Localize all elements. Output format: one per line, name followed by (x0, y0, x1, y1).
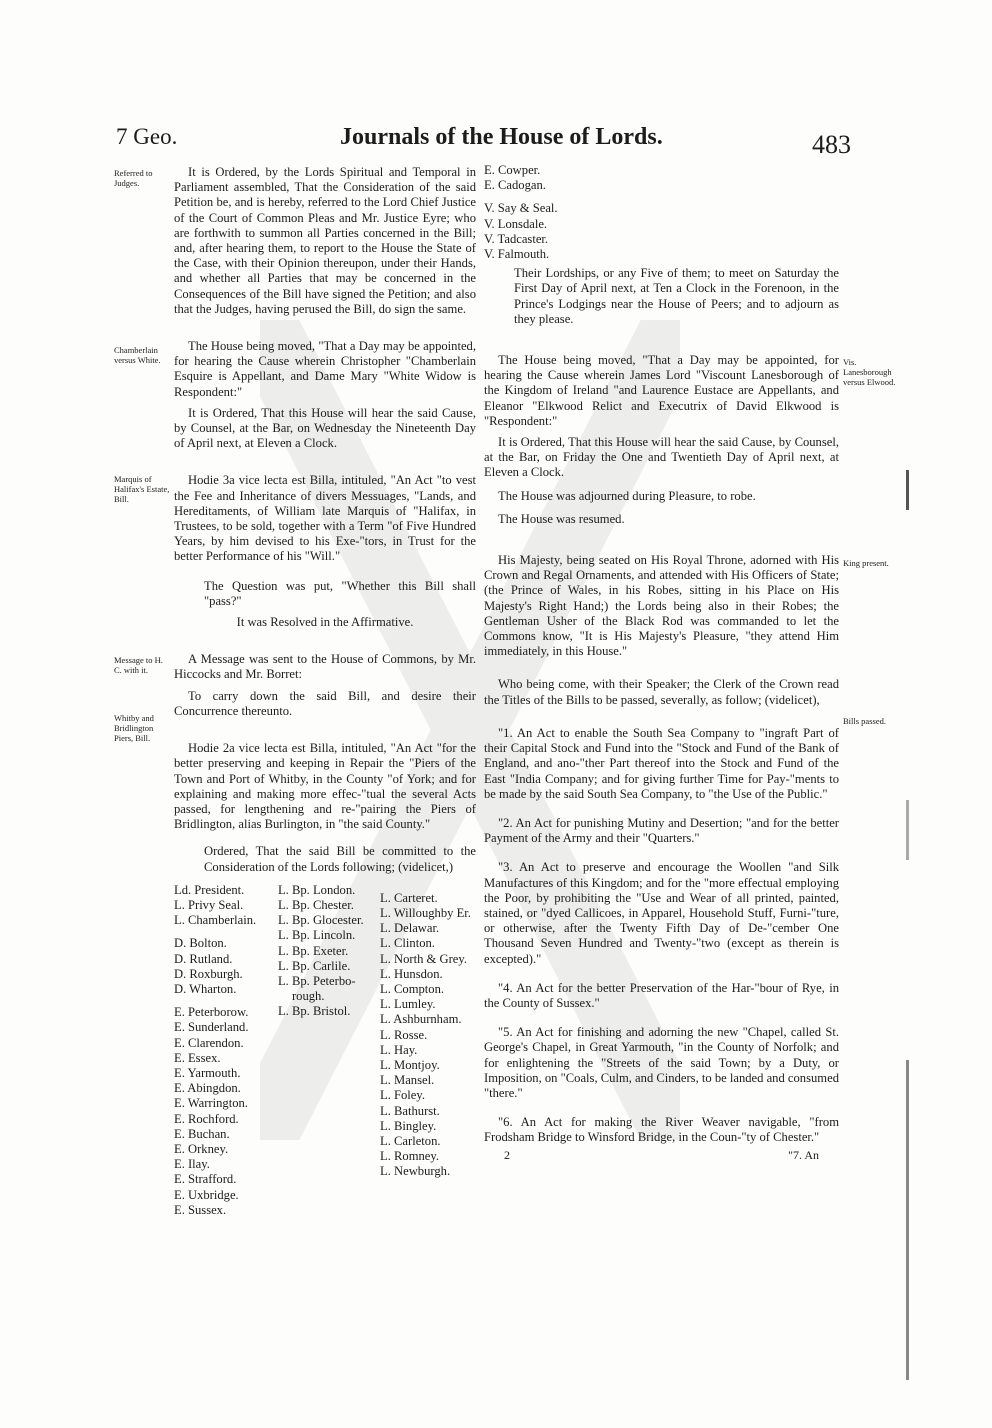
lord-entry: L. Willoughby Er. (380, 905, 471, 920)
lord-entry: V. Lonsdale. (484, 216, 548, 231)
lord-entry: L. Clinton. (380, 936, 435, 951)
bill-1: "1. An Act to enable the South Sea Company to "ingraft Part of their Capital Stock and Fund into the "Stock and Fund of the Bank of England, and ano-"ther Part thereof into the Stock and Fund of the East "India Company; and for giving further Time for Pay-"ments to be made by the said South Sea Company, to "the Use of the Public." (484, 725, 839, 801)
lord-entry: E. Ilay. (174, 1157, 210, 1172)
bill-3: "3. An Act to preserve and encourage the Woollen "and Silk Manufactures of this Kingdom; and for the "more effectual employing the Poor, by prohibiting the "Use and Wear of all printed, painted, stained, or "dyed Callicoes, in Apparel, Household Stuff, Furni-"ture, or otherwise, after the Twenty Fifth Day of De-"cember One Thousand Seven Hundred and Twenty-"two (except as therein is excepted)." (484, 860, 839, 966)
lord-entry: L. Bingley. (380, 1118, 437, 1133)
catchword: "7. An (788, 1147, 819, 1162)
bill-6: "6. An Act for making the River Weaver navigable, "from Frodsham Bridge to Winsford Bridge, in the Coun-"ty of Chester." (484, 1115, 839, 1145)
scan-edge-mark (906, 800, 909, 860)
lord-entry: L. Bp. Chester. (277, 897, 354, 912)
paragraph-royal-throne: His Majesty, being seated on His Royal Throne, adorned with His Crown and Regal Ornaments, and attended with His Officers of State; (the Prince of Wales, in his Robes, sitting in his Place on His Majesty's Right Hand;) the Lords being also in their Robes; the Gentleman Usher of the Black Rod was commanded to let the Commons know, "It is His Majesty's Pleasure, "they attend Him immediately, in this House." (484, 553, 839, 659)
lord-entry: D. Roxburgh. (174, 966, 243, 981)
running-head-title: Journals of the House of Lords. (340, 124, 663, 150)
lord-entry: E. Cadogan. (484, 178, 546, 193)
lord-entry: L. Bp. Exeter. (277, 943, 349, 958)
lord-entry: E. Buchan. (174, 1126, 230, 1141)
lord-entry: L. North & Grey. (380, 951, 467, 966)
paragraph-lanesborough-order: It is Ordered, That this House will hear the said Cause, by Counsel, at the Bar, on Friday the One and Twentieth Day of April next, at Eleven a Clock. (484, 435, 839, 480)
lord-entry: D. Bolton. (174, 936, 227, 951)
lord-entry: L. Bp. Peterbo- (277, 973, 356, 988)
paragraph-question: The Question was put, "Whether this Bill shall "pass?" (204, 578, 476, 608)
paragraph-lanesborough-motion: The House being moved, "That a Day may be appointed, for hearing the Cause wherein James Lord "Viscount Lanesborough of the Kingdom of Ireland "and Laurence Eustace are Appellants, and Eleanor "Elkwood Relict and Executrix of David Elkwood is "Respondent:" (484, 353, 839, 428)
lord-entry: E. Warrington. (174, 1096, 248, 1111)
margin-note-referred: Referred to Judges. (114, 168, 153, 188)
lord-entry: L. Hunsdon. (380, 966, 443, 981)
bill-2: "2. An Act for punishing Mutiny and Desertion; "and for the better Payment of the Army and their "Quarters." (484, 815, 839, 846)
lord-entry: E. Orkney. (174, 1141, 229, 1156)
lord-entry: L. Bp. Lincoln. (277, 928, 356, 943)
lord-entry: D. Wharton. (174, 981, 237, 996)
lord-entry: E. Uxbridge. (174, 1187, 239, 1202)
lord-entry: E. Strafford. (174, 1172, 237, 1187)
margin-note-message: Message to H. C. with it. (114, 655, 163, 675)
margin-note-whitby: Whitby and Bridlington Piers, Bill. (114, 713, 154, 743)
lord-entry: E. Peterborow. (174, 1005, 249, 1020)
margin-note-chamberlain: Chamberlain versus White. (114, 345, 161, 365)
paragraph-resolved: It was Resolved in the Affirmative. (236, 615, 414, 630)
lord-entry: L. Chamberlain. (174, 913, 257, 928)
lord-entry: L. Bp. Bristol. (277, 1004, 351, 1019)
paragraph-meeting: Their Lordships, or any Five of them; to meet on Saturday the First Day of April next, at Ten a Clock in the Forenoon, in the Prince's Lodgings near the House of Peers; and to adjourn as they please. (514, 266, 839, 326)
lord-entry: rough. (291, 989, 325, 1004)
lord-entry: V. Falmouth. (484, 247, 550, 262)
lord-entry: L. Bp. Glocester. (277, 913, 364, 928)
paragraph-referred: It is Ordered, by the Lords Spiritual and Temporal in Parliament assembled, That the Consideration of the said Petition be, and is hereby, referred to the Lord Chief Justice of the Court of Common Pleas and Mr. Justice Eyre; who are forthwith to summon all Parties concerned in the Bill; and, after hearing them, to report to the House the State of the Case, with their Opinion thereupon, under their Hands, and whether all Parties that may be concerned in the Consequences of the Bill have signed the Petition; and also that the Judges, having perused the Bill, do sign the same. (174, 165, 476, 316)
margin-note-bills-passed: Bills passed. (843, 716, 886, 726)
lord-entry: Ld. President. (174, 882, 245, 897)
lord-gap (380, 883, 476, 891)
lord-entry: D. Rutland. (174, 951, 233, 966)
margin-note-halifax: Marquis of Halifax's Estate, Bill. (114, 474, 170, 504)
margin-note-lanesborough: Vis. Lanesborough versus Elwood. (843, 357, 896, 387)
lord-entry: V. Tadcaster. (484, 231, 549, 246)
committee-lords-list (174, 883, 476, 1218)
lord-entry: L. Hay. (380, 1042, 418, 1057)
scan-edge-mark (906, 470, 909, 510)
signature-mark: 2 (504, 1147, 510, 1162)
lords-column-2 (278, 883, 372, 1218)
running-head-regnal-year: 7 Geo. (116, 124, 178, 149)
right-column (484, 163, 839, 1163)
lord-entry: L. Romney. (380, 1149, 440, 1164)
paragraph-whitby-bill: Hodie 2a vice lecta est Billa, intituled, "An Act "for the better preserving and keeping in Repair the "Piers of the Town and Port of Whitby, in the County "of York; and for explaining and making more effec-"tual the several Acts passed, for lengthening and re-"pairing the Piers of Bridlington, alias Burlington, in "the said County." (174, 741, 476, 832)
lord-entry: L. Rosse. (380, 1027, 428, 1042)
lords-column-3 (380, 883, 476, 1218)
lord-entry: L. Lumley. (380, 997, 436, 1012)
lord-entry: L. Newburgh. (380, 1164, 451, 1179)
lord-entry: L. Delawar. (380, 921, 440, 936)
lord-entry: E. Sunderland. (174, 1020, 249, 1035)
page-number: 483 (812, 130, 851, 159)
lord-entry: E. Essex. (174, 1050, 221, 1065)
paragraph-clerk-reads: Who being come, with their Speaker; the Clerk of the Crown read the Titles of the Bills to be passed, severally, as follow; (videlicet), (484, 677, 839, 707)
lord-entry: E. Cowper. (484, 163, 541, 177)
lord-entry: L. Compton. (380, 981, 445, 996)
paragraph-adjourned: The House was adjourned during Pleasure, to robe. (498, 488, 756, 503)
lord-entry: E. Yarmouth. (174, 1065, 241, 1080)
lords-continued (484, 163, 839, 262)
lord-entry: E. Clarendon. (174, 1035, 244, 1050)
paragraph-concurrence: To carry down the said Bill, and desire their Concurrence thereunto. (174, 688, 476, 718)
left-column (174, 165, 476, 1218)
lord-gap (174, 928, 270, 936)
lord-entry: E. Abingdon. (174, 1081, 241, 1096)
lord-entry: L. Ashburnham. (380, 1012, 462, 1027)
paragraph-committed: Ordered, That the said Bill be committed to the Consideration of the Lords following; (videlicet,) (204, 844, 476, 874)
bill-4: "4. An Act for the better Preservation of the Har-"bour of Rye, in the County of Sussex." (484, 980, 839, 1010)
paragraph-halifax-bill: Hodie 3a vice lecta est Billa, intituled, "An Act "to vest the Fee and Inheritance of divers Messuages, "Lands, and Hereditaments, of William late Marquis of "Halifax, in Trustees, to be sold, together with a Term "of Five Hundred Years, by him devised to his Exe-"tors, in Trust for the better Performance of his "Will." (174, 473, 476, 564)
paragraph-message: A Message was sent to the House of Commons, by Mr. Hiccocks and Mr. Borret: (174, 652, 476, 682)
lord-entry: E. Sussex. (174, 1202, 227, 1217)
lord-gap (484, 193, 839, 201)
lord-entry: L. Carteret. (380, 890, 438, 905)
footer-line (484, 1148, 839, 1163)
paragraph-chamberlain-motion: The House being moved, "That a Day may be appointed, for hearing the Cause wherein Christopher "Chamberlain Esquire is Appellant, and Dame Mary "White Widow is Respondent:" (174, 339, 476, 399)
bill-5: "5. An Act for finishing and adorning the new "Chapel, called St. George's Chapel, in Great Yarmouth, "in the County of Norfolk; and for enlightening the "Streets of the said Town; by a Duty, or Imposition, on "Coals, Culm, and Cinders, to be landed and consumed "there." (484, 1025, 839, 1100)
lord-entry: L. Mansel. (380, 1073, 435, 1088)
lord-entry: E. Rochford. (174, 1111, 239, 1126)
paragraph-resumed: The House was resumed. (498, 511, 625, 526)
lord-entry: L. Carleton. (380, 1133, 441, 1148)
lord-entry: L. Bp. London. (277, 882, 356, 897)
lord-gap (174, 997, 270, 1005)
lords-column-1 (174, 883, 270, 1218)
lord-entry: V. Say & Seal. (484, 201, 558, 216)
lord-entry: L. Montjoy. (380, 1057, 440, 1072)
margin-note-king-present: King present. (843, 558, 889, 568)
lord-entry: L. Privy Seal. (174, 897, 244, 912)
scan-edge-mark (906, 1060, 909, 1380)
lord-entry: L. Bathurst. (380, 1103, 440, 1118)
lord-entry: L. Bp. Carlile. (277, 958, 351, 973)
lord-entry: L. Foley. (380, 1088, 426, 1103)
paragraph-chamberlain-order: It is Ordered, That this House will hear the said Cause, by Counsel, at the Bar, on Wednesday the Nineteenth Day of April next, at Eleven a Clock. (174, 405, 476, 451)
